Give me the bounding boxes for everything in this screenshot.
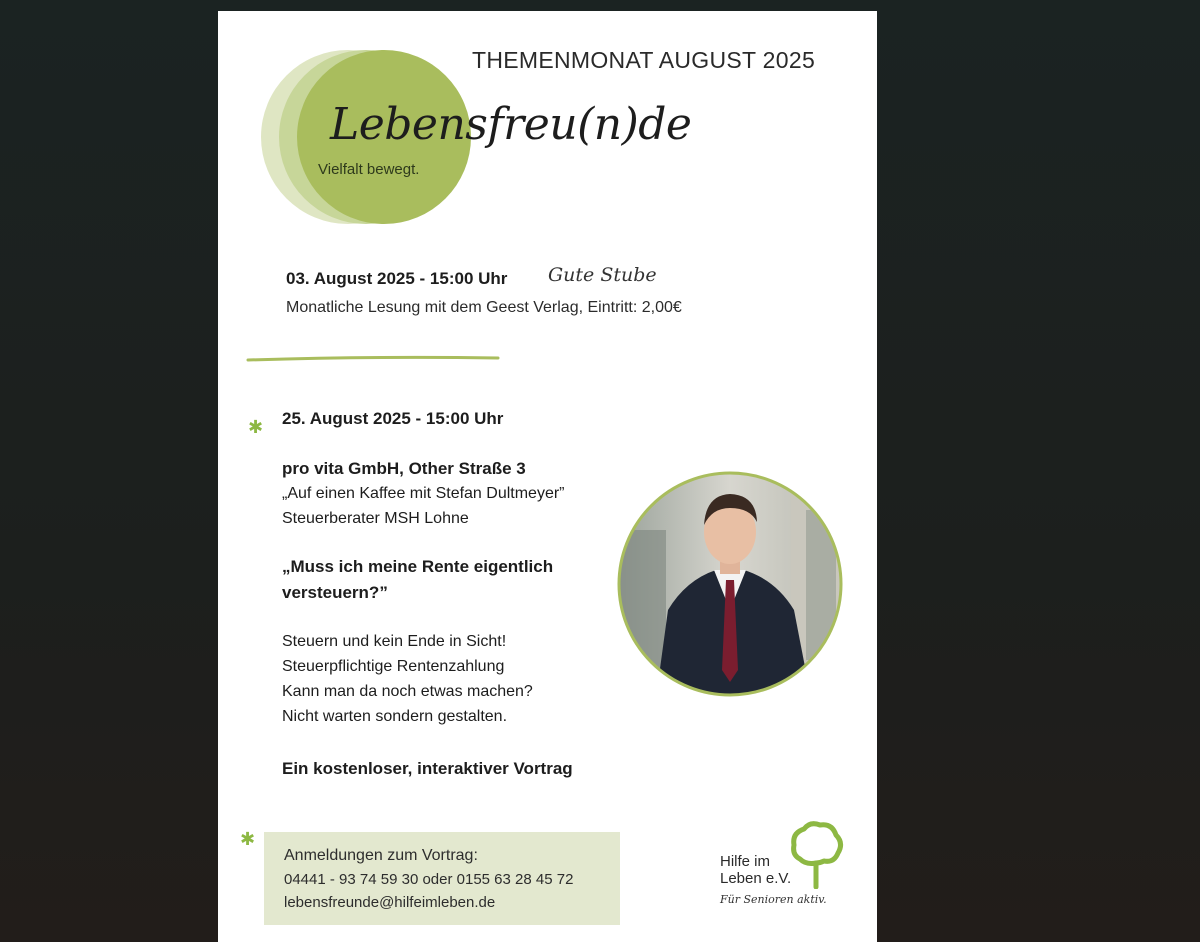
tree-icon [788, 821, 844, 889]
speaker-portrait [616, 470, 844, 698]
event2-question-line2: versteuern?” [282, 583, 388, 602]
contact-phones[interactable]: 04441 - 93 74 59 30 oder 0155 63 28 45 72 [284, 871, 574, 888]
brand-script-title: Lebensfreu(n)de [330, 99, 692, 150]
green-divider [246, 355, 506, 365]
event2-subtitle: „Auf einen Kaffee mit Stefan Dultmeyer” [282, 485, 565, 502]
event2-location: pro vita GmbH, Other Straße 3 [282, 459, 526, 478]
organization-name-line1: Hilfe im [720, 853, 771, 870]
organization-name-line2: Leben e.V. [720, 870, 792, 887]
flyer-page [218, 11, 877, 942]
contact-email[interactable]: lebensfreunde@hilfeimleben.de [284, 894, 496, 911]
event2-speaker-role: Steuerberater MSH Lohne [282, 510, 469, 527]
event2-question-line1: „Muss ich meine Rente eigentlich [282, 557, 554, 576]
contact-box [264, 832, 620, 925]
event2-body-line: Nicht warten sondern gestalten. [282, 708, 508, 725]
theme-month-title: THEMENMONAT AUGUST 2025 [472, 47, 816, 73]
event1-description: Monatliche Lesung mit dem Geest Verlag, Eintritt: 2,00€ [286, 299, 682, 316]
event2-body-line: Kann man da noch etwas machen? [282, 683, 533, 700]
organization-slogan: Für Senioren aktiv. [720, 893, 827, 906]
event2-body-line: Steuern und kein Ende in Sicht! [282, 633, 507, 650]
logo-tagline: Vielfalt bewegt. [318, 161, 420, 178]
event1-date-time: 03. August 2025 - 15:00 Uhr [286, 269, 508, 288]
event2-body-line: Steuerpflichtige Rentenzahlung [282, 658, 505, 675]
event2-date-time: 25. August 2025 - 15:00 Uhr [282, 409, 504, 428]
asterisk-icon: ✱ [240, 829, 256, 849]
asterisk-icon: ✱ [248, 417, 264, 437]
event2-closing: Ein kostenloser, interaktiver Vortrag [282, 759, 573, 778]
contact-heading: Anmeldungen zum Vortrag: [284, 847, 478, 864]
organization-name [720, 853, 791, 887]
event1-venue-script: Gute Stube [548, 264, 657, 286]
